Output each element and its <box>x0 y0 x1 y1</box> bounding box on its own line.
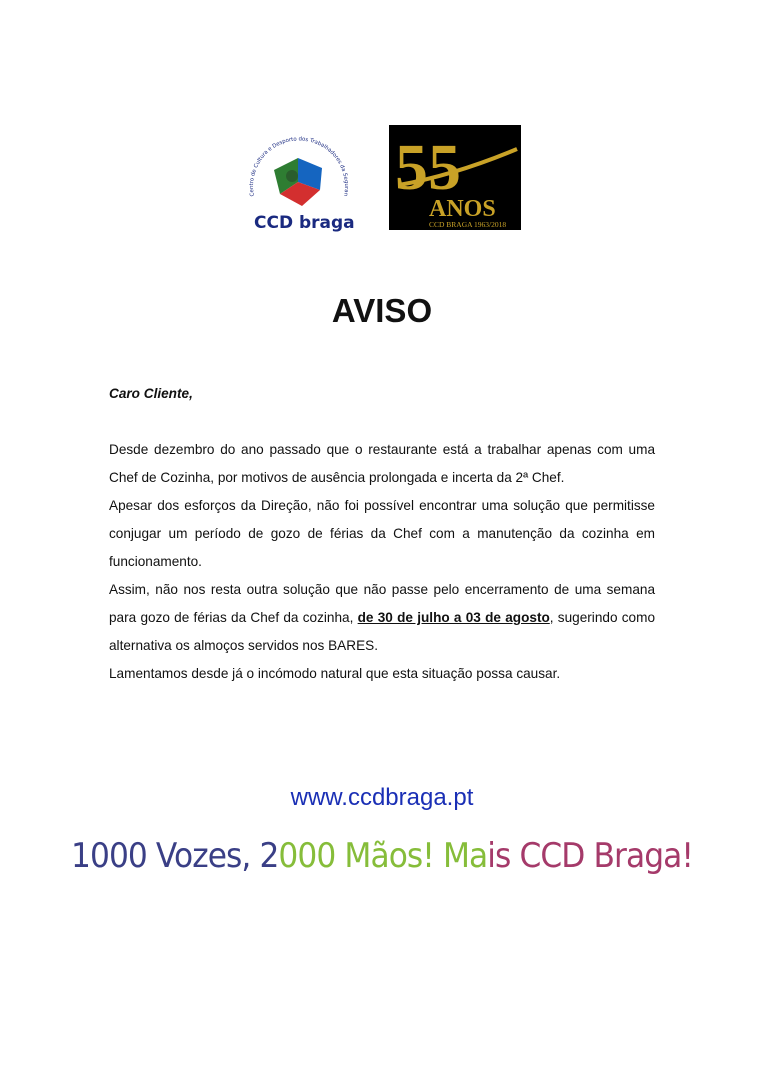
logo-arc-text: Centro de Cultura e Desporto dos Trabalhadores da Seguran <box>248 136 350 197</box>
paragraph-3 <box>109 576 655 660</box>
logo-row <box>0 118 764 238</box>
website-link[interactable]: www.ccdbraga.pt <box>290 784 474 811</box>
paragraph-3-end: , sugerindo como alternativa os almoços servidos nos BARES. <box>109 610 655 653</box>
closure-dates: de 30 de julho a 03 de agosto <box>357 610 550 625</box>
notice-body <box>109 380 655 688</box>
paragraph-4: Lamentamos desde já o incómodo natural que esta situação possa causar. <box>109 666 561 681</box>
slogan <box>31 836 734 876</box>
page-title: AVISO <box>331 292 433 329</box>
anniversary-logo <box>389 125 521 230</box>
anniversary-caption: CCD BRAGA 1963/2018 <box>429 220 507 229</box>
greeting: Caro Cliente, <box>109 386 193 401</box>
anniversary-word: ANOS <box>429 196 496 222</box>
paragraph-1: Desde dezembro do ano passado que o restaurante está a trabalhar apenas com uma Chef de Cozinha, por motivos de ausência prolongada e incerta da 2ª Chef. <box>109 442 655 485</box>
slogan-part-3: is CCD Braga! <box>487 836 694 876</box>
logo-ccd-text: CCD braga <box>254 213 355 233</box>
cube-icon <box>274 158 322 206</box>
ccd-braga-logo <box>240 124 358 234</box>
slogan-part-2: 000 Mãos! Ma <box>278 836 488 876</box>
paragraph-2: Apesar dos esforços da Direção, não foi possível encontrar uma solução que permitisse conjugar um período de gozo de férias da Chef com a manutenção da cozinha em funcionamento. <box>109 498 655 569</box>
anniversary-number: 55 <box>395 131 461 204</box>
paragraph-3-start: Assim, não nos resta outra solução que não passe pelo encerramento de uma semana para gozo de férias da Chef da cozinha, <box>109 582 655 625</box>
slogan-part-1: 1000 Vozes, 2 <box>70 836 279 876</box>
